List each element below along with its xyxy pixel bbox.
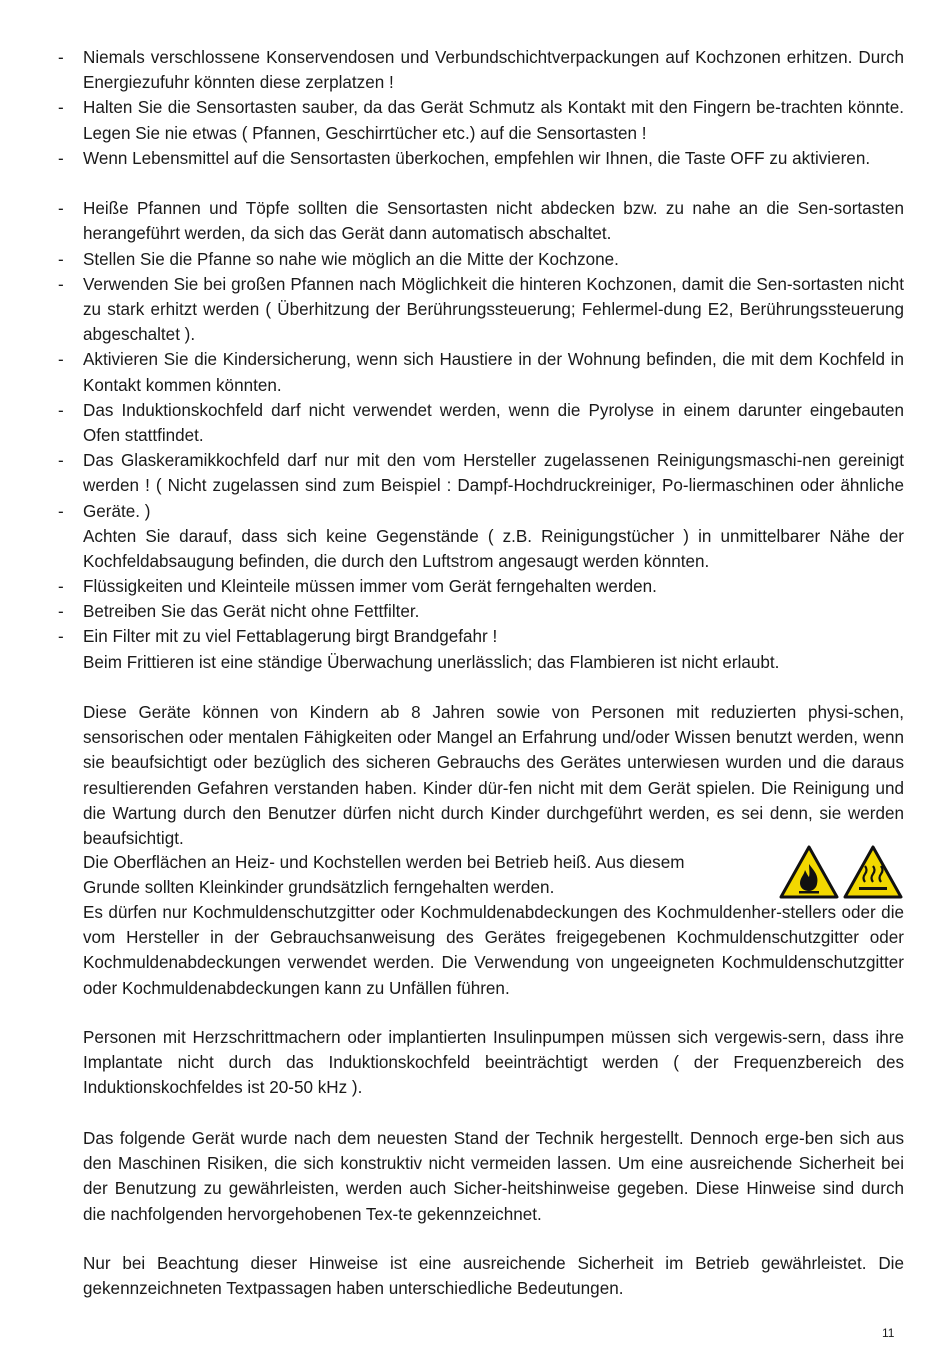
list-item xyxy=(58,45,904,95)
list-item-text: Niemals verschlossene Konservendosen und Verbundschichtverpackungen auf Kochzonen erhitzen. Durch Energiezufuhr könnten diese zerplatzen ! xyxy=(83,48,904,93)
bullet-dash: - xyxy=(58,199,64,219)
list-item xyxy=(58,272,904,348)
list-item xyxy=(58,574,904,599)
bullet-dash: - xyxy=(58,627,64,647)
warning-icons xyxy=(778,844,906,902)
list-item-text: Flüssigkeiten und Kleinteile müssen immer vom Gerät ferngehalten werden. xyxy=(83,577,657,597)
bullet-dash: - xyxy=(58,400,64,420)
bullet-dash: - xyxy=(58,451,64,471)
bullet-dash: - xyxy=(58,148,64,168)
list-item-text: Achten Sie darauf, dass sich keine Gegenstände ( z.B. Reinigungstücher ) in unmittelbarer Nähe der Kochfeldabsaugung befinden, die durch den Luftstrom angesaugt werden könnten. xyxy=(83,526,904,571)
list-item xyxy=(58,247,904,272)
list-item xyxy=(58,347,904,397)
list-item xyxy=(58,196,904,246)
bullet-dash: - xyxy=(58,274,64,294)
list-item-text: Betreiben Sie das Gerät nicht ohne Fettfilter. xyxy=(83,602,420,622)
bullet-dash: - xyxy=(58,577,64,597)
list-item-text: Beim Frittieren ist eine ständige Überwachung unerlässlich; das Flambieren ist nicht erlaubt. xyxy=(83,652,780,672)
paragraph-notes: Nur bei Beachtung dieser Hinweise ist eine ausreichende Sicherheit im Betrieb gewährleistet. Die gekennzeichneten Textpassagen haben unterschiedliche Bedeutungen. xyxy=(83,1254,904,1299)
bullet-dash: - xyxy=(58,249,64,269)
list-item xyxy=(58,599,904,624)
list-item xyxy=(58,398,904,448)
list-item-text: Das Induktionskochfeld darf nicht verwendet werden, wenn die Pyrolyse in einem darunter eingebauten Ofen stattfindet. xyxy=(83,400,904,445)
bullet-dash: - xyxy=(58,502,64,521)
bullet-dash: - xyxy=(58,48,64,67)
list-item-text: Halten Sie die Sensortasten sauber, da das Gerät Schmutz als Kontakt mit den Fingern be-trachten könnte. Legen Sie nie etwas ( Pfannen, Geschirrtücher etc.) auf die Sensortasten ! xyxy=(83,98,904,143)
list-item-text: Das Glaskeramikkochfeld darf nur mit den vom Hersteller zugelassenen Reinigungsmaschi-nen gereinigt werden ! ( Nicht zugelassen sind zum Beispiel : Dampf-Hochdruckreiniger, Po-liermaschinen oder ähnliche Geräte. ) xyxy=(83,451,904,521)
list-item-text: Verwenden Sie bei großen Pfannen nach Möglichkeit die hinteren Kochzonen, damit die Sen-sortasten nicht zu stark erhitzt werden ( Überhitzung der Berührungssteuerung; Fehlermel-dung E2, Berührungssteuerung abgeschaltet ). xyxy=(83,274,904,345)
paragraph-state-of-art: Das folgende Gerät wurde nach dem neuesten Stand der Technik hergestellt. Dennoch erge-ben sich aus den Maschinen Risiken, die sich konstruktiv nicht vermeiden lassen. Um eine ausreichende Sicherheit bei der Benutzung zu gewährleisten, werden auch Sicher-heitshinweise gegeben. Diese Hinweise sind durch die nachfolgenden hervorgehobenen Tex-te gekennzeichnet. xyxy=(83,1129,904,1224)
safety-bullet-list xyxy=(58,45,904,675)
list-item xyxy=(58,624,904,649)
list-item xyxy=(58,650,904,675)
list-item xyxy=(58,448,904,524)
list-item-text: Stellen Sie die Pfanne so nahe wie möglich an die Mitte der Kochzone. xyxy=(83,249,619,269)
list-item-text: Ein Filter mit zu viel Fettablagerung birgt Brandgefahr ! xyxy=(83,627,498,647)
hot-surface-line: Grunde sollten Kleinkinder grundsätzlich ferngehalten werden. xyxy=(83,878,555,897)
list-item-text: Heiße Pfannen und Töpfe sollten die Sensortasten nicht abdecken bzw. zu nahe an die Sen-sortasten herangeführt werden, da sich das Gerät dann automatisch abschaltet. xyxy=(83,199,904,244)
list-item-text: Aktivieren Sie die Kindersicherung, wenn sich Haustiere in der Wohnung befinden, die mit dem Kochfeld in Kontakt kommen könnten. xyxy=(83,350,904,395)
list-item xyxy=(58,524,904,574)
bullet-dash: - xyxy=(58,98,64,118)
hot-surface-line: Die Oberflächen an Heiz- und Kochstellen werden bei Betrieb heiß. Aus diesem xyxy=(83,853,685,872)
list-item-text: Wenn Lebensmittel auf die Sensortasten überkochen, empfehlen wir Ihnen, die Taste OFF zu aktivieren. xyxy=(83,148,871,168)
list-item xyxy=(58,95,904,145)
paragraph-hob-guards: Es dürfen nur Kochmuldenschutzgitter oder Kochmuldenabdeckungen des Kochmuldenher-stellers oder die vom Hersteller in der Gebrauchsanweisung des Gerätes freigegebenen Kochmuldenschutzgitter oder Kochmuldenabdeckungen verwendet werden. Die Verwendung von ungeeigneten Kochmuldenschutzgitter oder Kochmuldenabdeckungen kann zu Unfällen führen. xyxy=(83,903,904,998)
paragraph-pacemaker: Personen mit Herzschrittmachern oder implantierten Insulinpumpen müssen sich vergewis-sern, dass ihre Implantate nicht durch das Induktionskochfeld beeinträchtigt werden ( der Frequenzbereich des Induktionskochfeldes ist 20-50 kHz ). xyxy=(83,1028,904,1098)
bullet-dash: - xyxy=(58,350,64,370)
bullet-dash: - xyxy=(58,602,64,622)
paragraph-children-usage: Diese Geräte können von Kindern ab 8 Jahren sowie von Personen mit reduzierten physi-schen, sensorischen oder mentalen Fähigkeiten oder Mangel an Erfahrung und/oder Wissen benutzt werden, wenn sie beaufsichtigt oder bezüglich des sicheren Gebrauchs des Gerätes unterwiesen wurden und die daraus resultierenden Gefahren verstanden haben. Kinder dür-fen nicht mit dem Gerät spielen. Die Reinigung und die Wartung durch den Benutzer dürfen nicht durch Kinder durchgeführt werden, es sei denn, sie werden beaufsichtigt. xyxy=(83,703,904,849)
hot-surface-warning-icon xyxy=(842,844,904,900)
fire-warning-icon xyxy=(778,844,840,900)
list-item xyxy=(58,146,904,196)
page-number: 11 xyxy=(882,1326,895,1340)
